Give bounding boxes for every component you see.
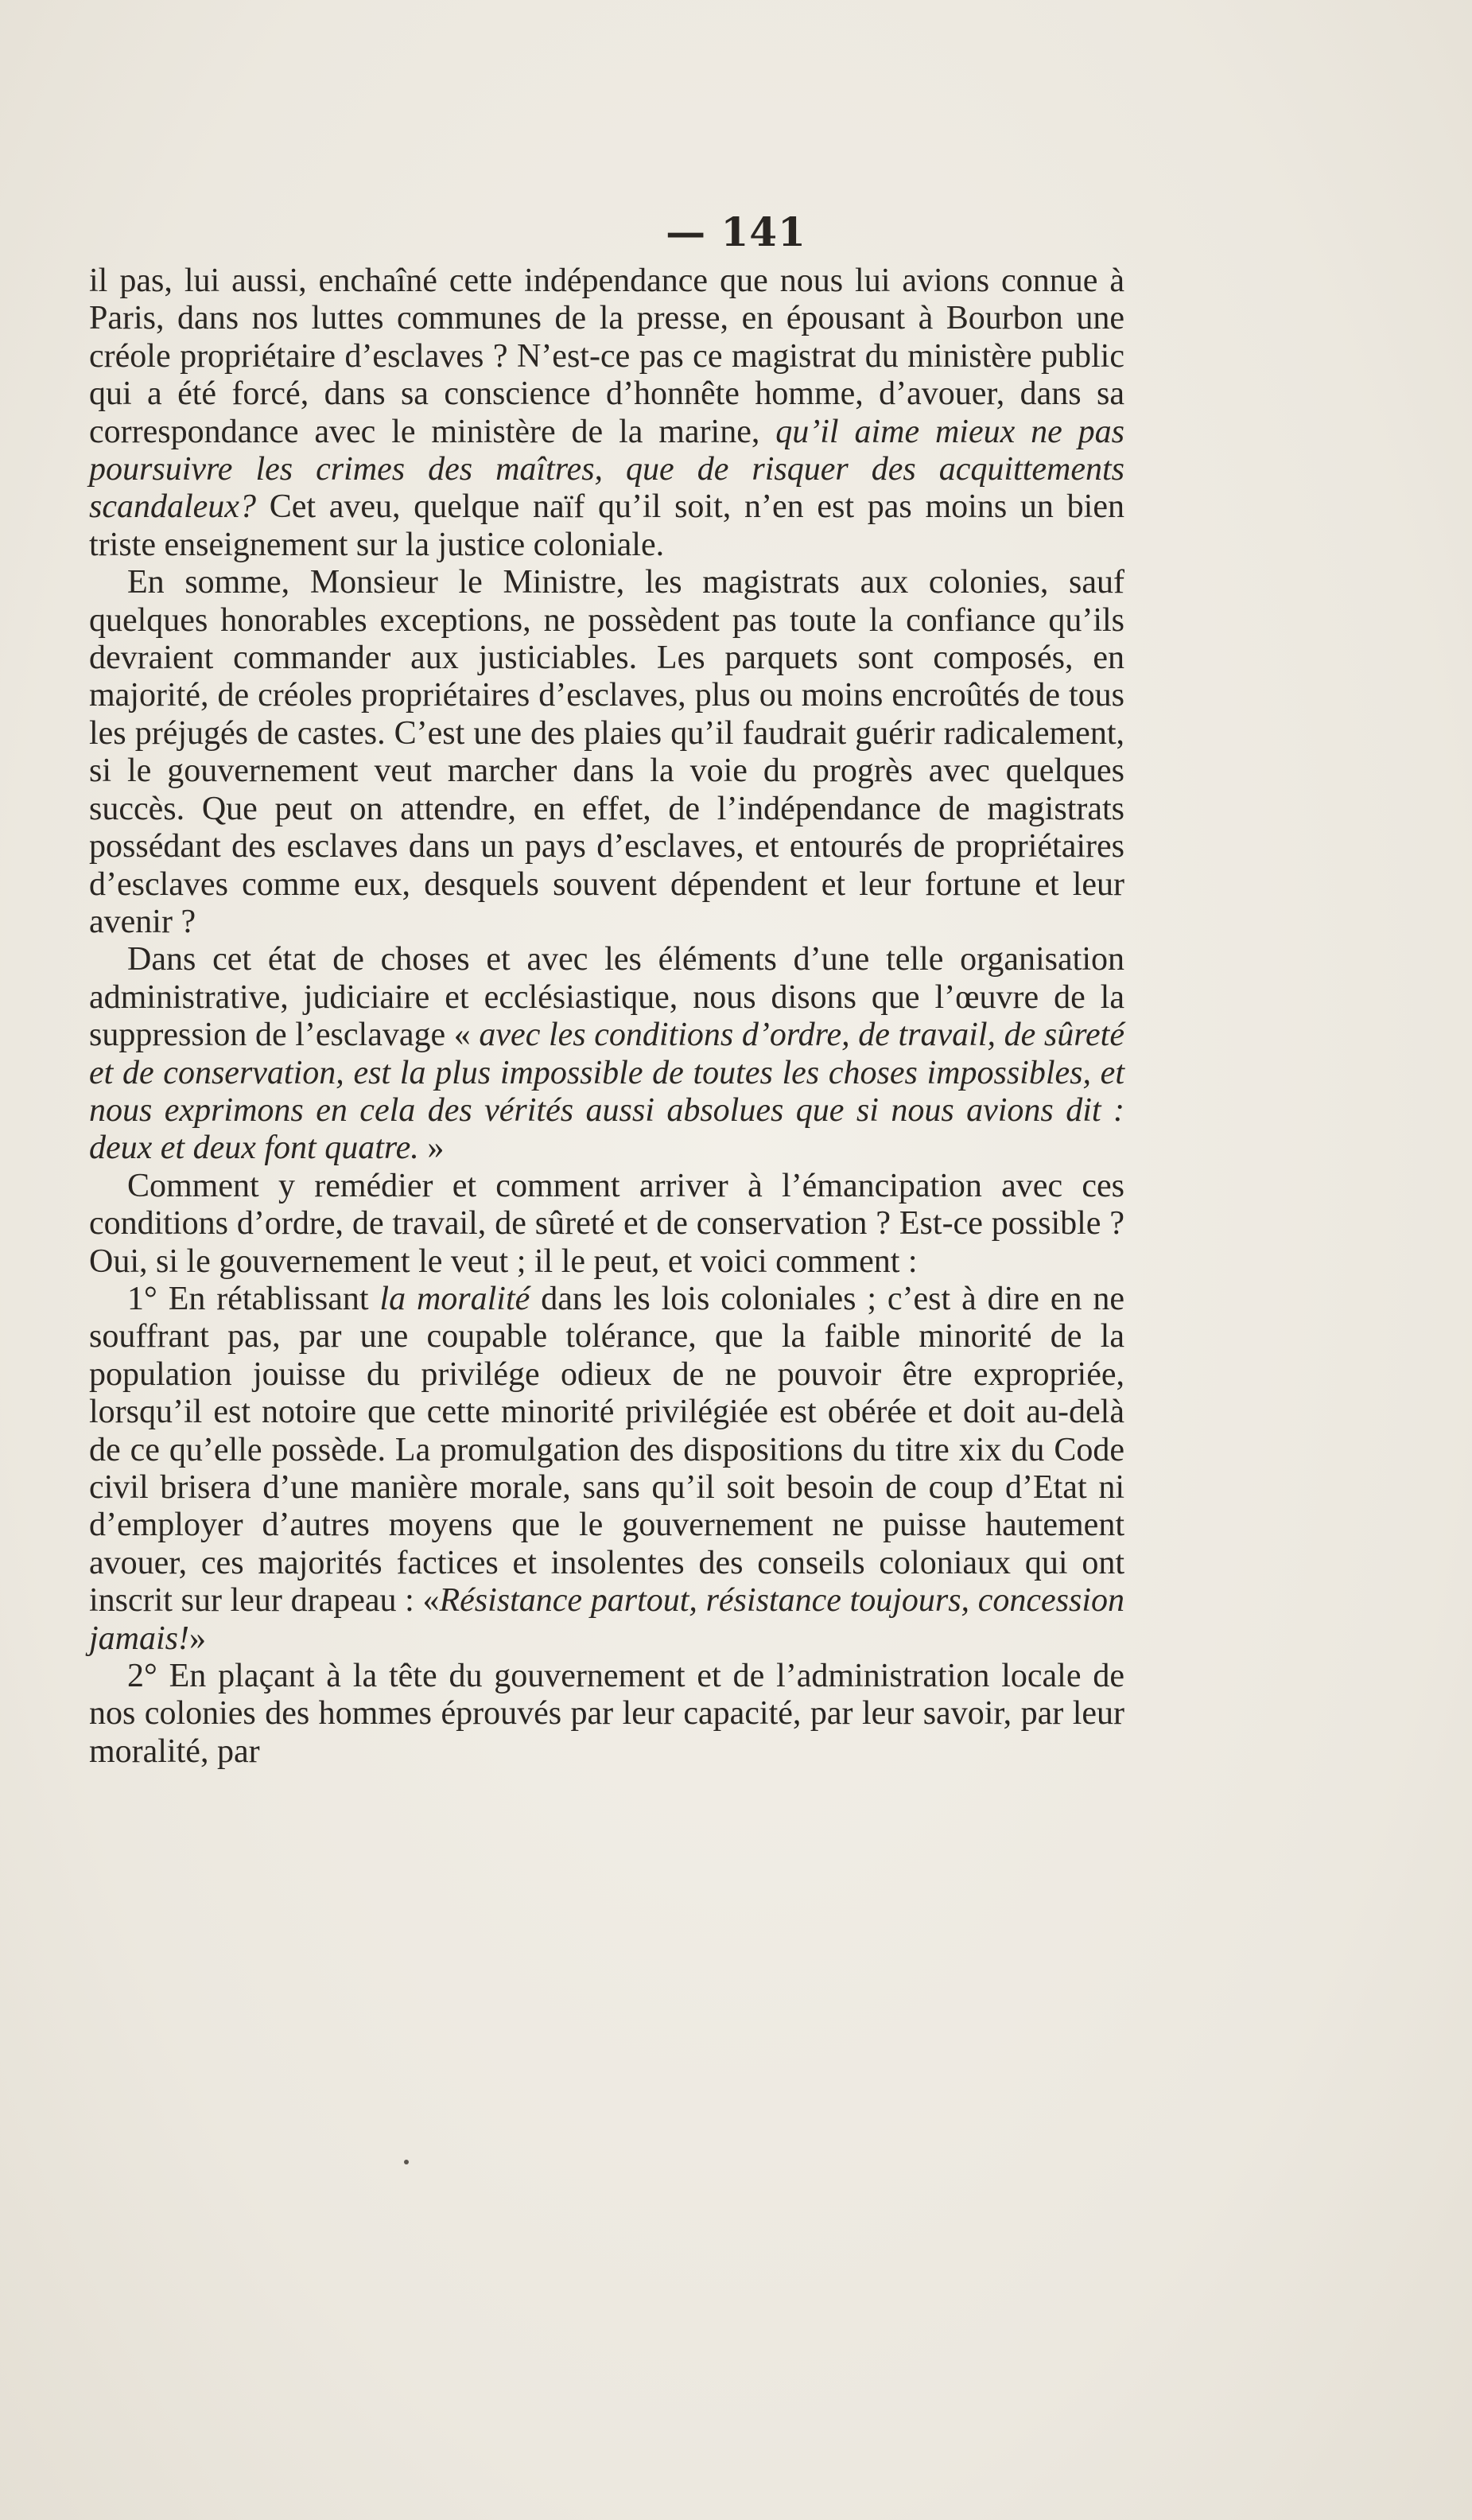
- italic-run: qu’il aime mieux ne pas poursuivre les crimes des maîtres, que de risquer des acquittements scandaleux?: [89, 413, 1124, 526]
- text-run: En somme, Monsieur le Ministre, les magistrats aux colonies, sauf quelques honorables exceptions, ne possèdent pas toute la confiance qu’ils devraient commander aux justiciables. Les parquets sont composés, en majorité, de créoles propriétaires d’esclaves, plus ou moins encroûtés de tous les préjugés de castes. C’est une des plaies qu’il faudrait guérir radicalement, si le gouvernement veut marcher dans la voie du progrès avec quelques succès. Que peut on attendre, en effet, de l’indépendance de magistrats possédant des esclaves dans un pays d’esclaves, et entourés de propriétaires d’esclaves comme eux, desquels souvent dépendent et leur fortune et leur avenir ?: [89, 564, 1124, 940]
- paragraph: [89, 1281, 1124, 1658]
- italic-run: Résistance partout, résistance toujours, concession jamais!: [89, 1582, 1124, 1657]
- paragraph: [89, 262, 1124, 564]
- paragraph: [89, 1168, 1124, 1281]
- text-run: il pas, lui aussi, enchaîné cette indépendance que nous lui avions connue à Paris, dans nos luttes communes de la presse, en épousant à Bourbon une créole propriétaire d’esclaves ? N’est-ce pas ce magistrat du ministère public qui a été forcé, dans sa conscience d’honnête homme, d’avouer, dans sa correspondance avec le ministère de la marine,: [89, 262, 1124, 450]
- paragraph: [89, 941, 1124, 1167]
- body-text: [89, 262, 1124, 1771]
- text-run: Cet aveu, quelque naïf qu’il soit, n’en est pas moins un bien triste enseignement sur la justice coloniale.: [89, 488, 1124, 563]
- text-run: Comment y remédier et comment arriver à l’émancipation avec ces conditions d’ordre, de travail, de sûreté et de conservation ? Est-ce possible ? Oui, si le gouvernement le veut ; il le peut, et voici comment :: [89, 1167, 1124, 1280]
- text-run: Dans cet état de choses et avec les éléments d’une telle organisation administrative, judiciaire et ecclésiastique, nous disons que l’œuvre de la suppression de l’esclavage «: [89, 941, 1124, 1054]
- page-number: — 141: [666, 208, 806, 255]
- text-run: 1° En rétablissant: [127, 1280, 380, 1317]
- text-run: 2° En plaçant à la tête du gouvernement et de l’administration locale de nos colonies des hommes éprouvés par leur capacité, par leur savoir, par leur moralité, par: [89, 1658, 1124, 1770]
- text-run: »: [189, 1620, 206, 1657]
- italic-run: avec les conditions d’ordre, de travail, de sûreté et de conservation, est la plus impossible de toutes les choses impossibles, et nous exprimons en cela des vérités aussi absolues que si nous avions dit : deux et deux font quatre.: [89, 1017, 1124, 1167]
- print-speck: [404, 2160, 409, 2164]
- paragraph: [89, 1658, 1124, 1771]
- paragraph: [89, 564, 1124, 941]
- text-run: »: [418, 1130, 445, 1167]
- italic-run: la moralité: [379, 1280, 530, 1317]
- text-run: dans les lois coloniales ; c’est à dire en ne souffrant pas, par une coupable tolérance, que la faible minorité de la population jouisse du privilége odieux de ne pouvoir être expropriée, lorsqu’il est notoire que cette minorité privilégiée est obérée et doit au-delà de ce qu’elle possède. La promulgation des dispositions du titre xix du Code civil brisera d’une manière morale, sans qu’il soit besoin de coup d’Etat ni d’employer d’autres moyens que le gouvernement ne puisse hautement avouer, ces majorités factices et insolentes des conseils coloniaux qui ont inscrit sur leur drapeau : «: [89, 1280, 1124, 1620]
